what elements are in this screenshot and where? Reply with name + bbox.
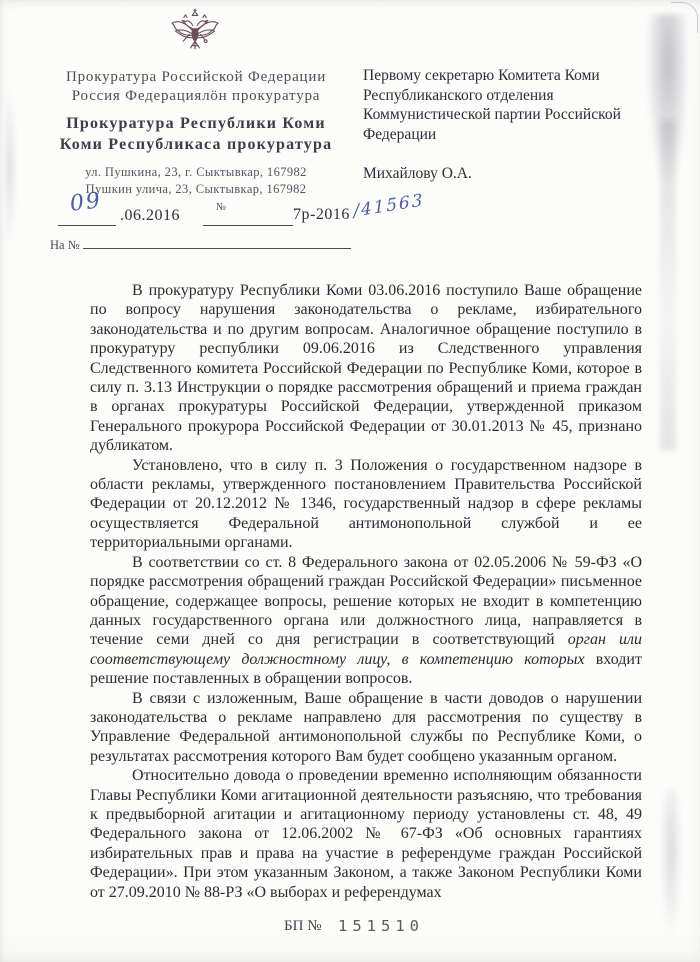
recipient-name: Михайлову О.А. (363, 165, 472, 182)
recipient-line: Республиканского отделения (363, 86, 554, 104)
paragraph-4-text: В связи с изложенным, Ваше обращение в части доводов о нарушении законодательства о рекламе направлено для рассмотрения по существу в Управление Федеральной антимонопольной службы по Республике Коми, о результатах рассмотрения которого Вам будет сообщено указанным органом. (90, 689, 642, 765)
paragraph-3-text-start: В соответствии со ст. 8 Федерального закона от 02.05.2006 № 59-ФЗ «О порядке рассмотрения обращений граждан Российской Федерации» письменное обращение, содержащее вопросы, решение которых не входит в компетенцию данных государственного органа или должностного лица, направляется в течение семи дней со дня регистрации в соответствующий (90, 553, 642, 649)
coat-of-arms-eagle-icon (167, 7, 223, 63)
handwritten-day: 09 (68, 188, 104, 217)
form-bp-number: 151510 (338, 917, 424, 935)
date-blank-line (58, 225, 116, 226)
number-blank-line (203, 225, 293, 226)
recipient-block (363, 66, 673, 184)
recipient-line: Федерации (363, 125, 437, 143)
paragraph-3-text-italic: орган или соответствующему должностному лицу, в компетенцию которых (90, 631, 643, 668)
document-number: 7р-2016 (293, 206, 350, 223)
recipient-line: Коммунистической партии Российской (363, 106, 621, 123)
incoming-label: На № (50, 238, 80, 252)
paragraph-3 (90, 553, 642, 689)
paragraph-3-text-end: входит решение поставленных в обращении вопросов. (90, 650, 642, 688)
footer-row (0, 916, 700, 940)
paragraph-1 (90, 281, 642, 456)
org-republic-russian: Прокуратура Республики Коми (66, 115, 326, 132)
scan-page-corner-curl (671, 2, 698, 33)
printed-date: .06.2016 (120, 207, 180, 224)
org-name-russian: Прокуратура Российской Федерации (65, 69, 327, 85)
scan-smudge-left-edge (5, 92, 17, 242)
paragraph-5 (90, 766, 642, 902)
form-bp-label: БП № (284, 918, 322, 934)
handwritten-registration-number: /41563 (352, 190, 425, 222)
incoming-blank-line (83, 236, 351, 249)
org-name-komi: Россия Федерациялӧн прокуратура (71, 88, 321, 104)
paragraph-4 (90, 689, 642, 767)
letterhead-block (48, 68, 344, 198)
paragraph-2 (90, 456, 642, 553)
paragraph-2-text: Установлено, что в силу п. 3 Положения о государственном надзоре в области рекламы, утвержденного постановлением Правительства Российской Федерации от 20.12.2012 № 1346, государственный надзор в сфере рекламы осуществляется Федеральной антимонопольной службой и ее территориальными органами. (90, 456, 642, 552)
paragraph-1-text: В прокуратуру Республики Коми 03.06.2016 поступило Ваше обращение по вопросу нарушения законодательства о рекламе, избирательного законодательства и по другим вопросам. Аналогичное обращение поступило в прокуратуру республики 09.06.2016 из Следственного управления Следственного комитета Российской Федерации по Республике Коми, которое в силу п. 3.13 Инструкции о порядке рассмотрения обращений и приема граждан в органах прокуратуры Российской Федерации, утвержденной приказом Генерального прокурора Российской Федерации от 30.01.2013 № 45, признано дубликатом. (90, 282, 642, 455)
org-republic-komi: Коми Республикаса прокуратура (59, 136, 333, 153)
address-line-russian: ул. Пушкина, 23, г. Сыктывкар, 167982 (85, 165, 307, 179)
number-sign: № (216, 202, 227, 213)
recipient-line: Первому секретарю Комитета Коми (363, 67, 600, 84)
paragraph-5-text: Относительно довода о проведении временно исполняющим обязанности Главы Республики Коми агитационной деятельности разъясняю, что требования к предвыборной агитации и агитационному периоду установлены ст. 48, 49 Федерального закона от 12.06.2002 № 67-ФЗ «Об основных гарантиях избирательных прав и права на участие в референдуме граждан Российской Федерации». При этом указанным Законом, а также Законом Республики Коми от 27.09.2010 № 88-РЗ «О выборах и референдумах (90, 767, 642, 901)
address-line-komi: Пушкин улича, 23, Сыктывкар, 167982 (85, 182, 307, 196)
letter-body (90, 281, 642, 902)
incoming-reference-row (50, 236, 370, 253)
